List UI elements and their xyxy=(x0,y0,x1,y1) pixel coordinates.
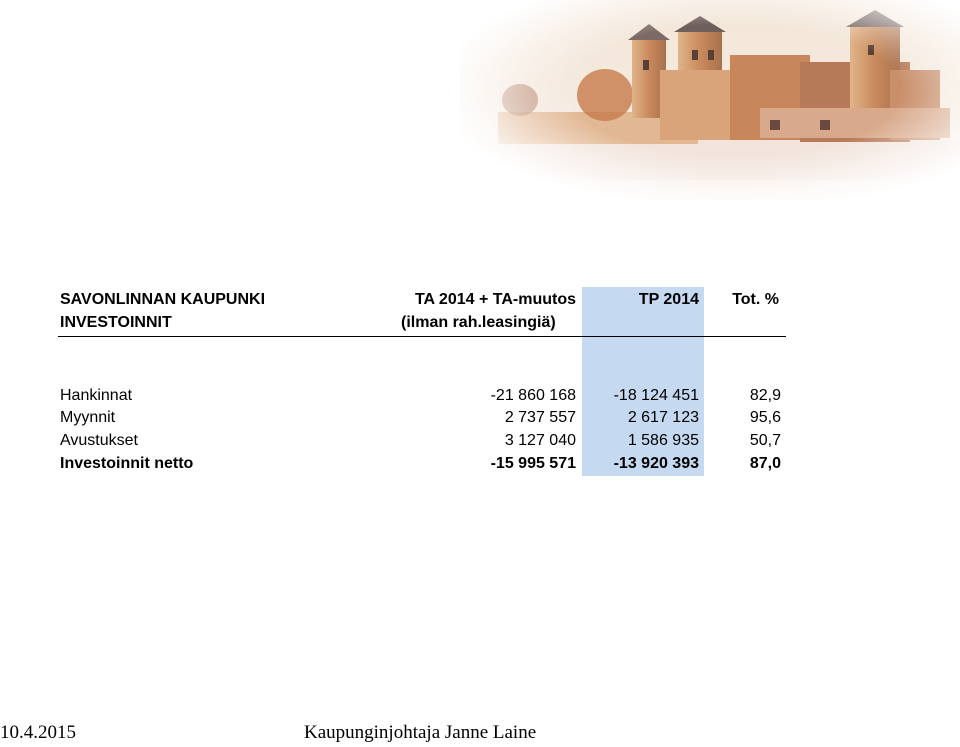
row-pct-total: 87,0 xyxy=(749,455,781,472)
row-label-total: Investoinnit netto xyxy=(60,455,194,472)
row-actual: -18 124 451 xyxy=(613,387,699,404)
row-label: Hankinnat xyxy=(60,387,133,404)
row-actual-total: -13 920 393 xyxy=(613,455,699,472)
col-header-pct: Tot. % xyxy=(732,291,779,308)
castle-image xyxy=(460,0,960,200)
row-pct: 95,6 xyxy=(749,409,781,426)
row-label: Myynnit xyxy=(60,409,116,426)
row-actual: 1 586 935 xyxy=(627,432,699,449)
row-budget: 3 127 040 xyxy=(504,432,576,449)
col-header-budget: TA 2014 + TA-muutos xyxy=(414,291,576,308)
row-budget-total: -15 995 571 xyxy=(490,455,576,472)
org-title: SAVONLINNAN KAUPUNKI xyxy=(60,291,266,308)
row-budget: -21 860 168 xyxy=(490,387,576,404)
col-header-actual: TP 2014 xyxy=(638,291,699,308)
header-divider xyxy=(58,336,786,337)
row-pct: 82,9 xyxy=(749,387,781,404)
row-label: Avustukset xyxy=(60,432,138,449)
row-pct: 50,7 xyxy=(749,432,781,449)
row-budget: 2 737 557 xyxy=(504,409,576,426)
row-actual: 2 617 123 xyxy=(627,409,699,426)
col-header-budget-note: (ilman rah.leasingiä) xyxy=(401,314,556,331)
footer-date: 10.4.2015 xyxy=(0,722,76,743)
footer-author: Kaupunginjohtaja Janne Laine xyxy=(304,722,537,743)
section-title: INVESTOINNIT xyxy=(60,314,172,331)
